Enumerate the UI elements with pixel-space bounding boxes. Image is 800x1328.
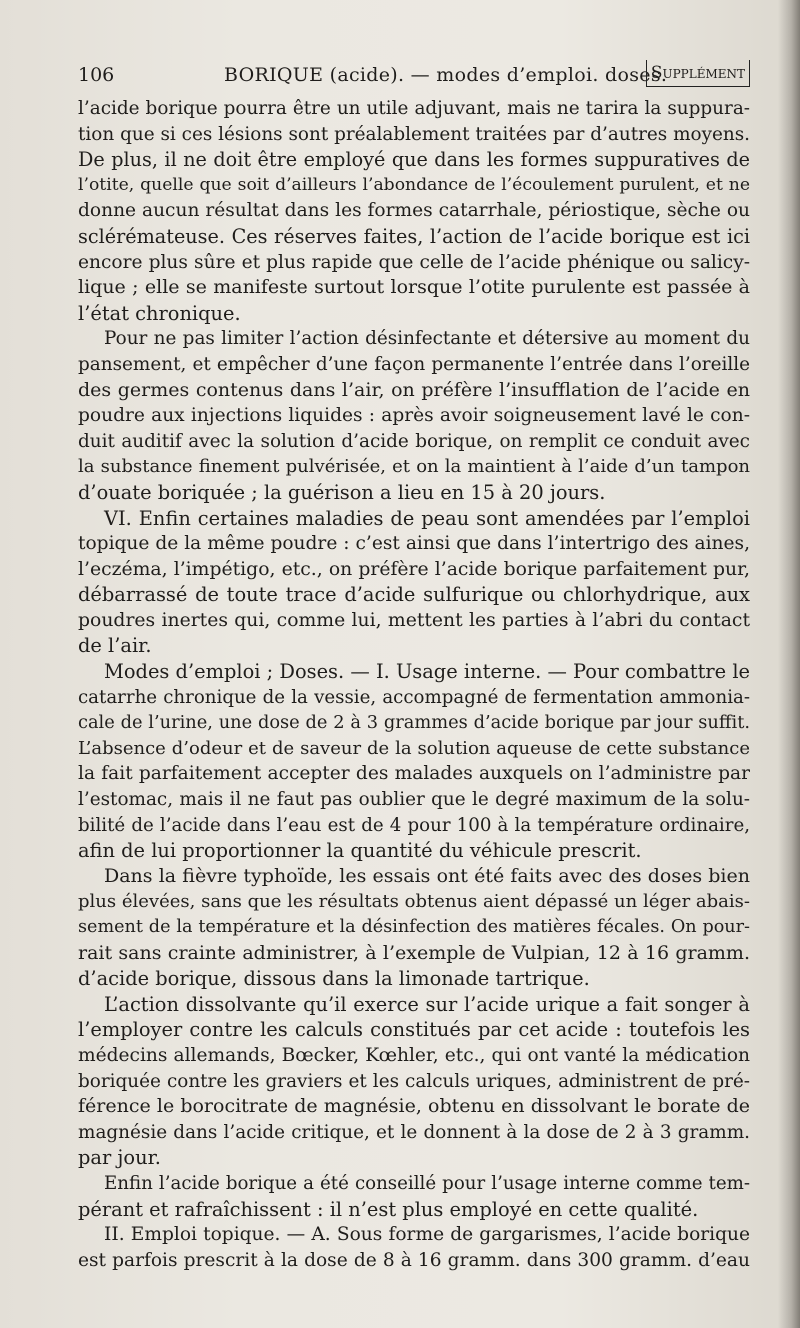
running-header — [78, 60, 750, 90]
text-line: II. Emploi topique. — A. Sous forme de gargarismes, l’acide borique — [104, 1224, 750, 1246]
text-line: duit auditif avec la solution d’acide borique, on remplit ce conduit avec — [78, 430, 750, 452]
text-line: l’acide borique pourra être un utile adjuvant, mais ne tarira la suppura- — [78, 98, 750, 119]
text-line: VI. Enfin certaines maladies de peau sont amendées par l’emploi — [104, 506, 750, 530]
text-line: cale de l’urine, une dose de 2 à 3 grammes d’acide borique par jour suffit. — [78, 712, 750, 734]
text-line: poudre aux injections liquides : après avoir soigneusement lavé le con- — [78, 405, 750, 427]
text-line: férence le borocitrate de magnésie, obtenu en dissolvant le borate de — [78, 1095, 750, 1118]
section-label: Supplément — [646, 60, 750, 87]
text-line: par jour. — [78, 1146, 161, 1170]
text-line: poudres inertes qui, comme lui, mettent les parties à l’abri du contact — [78, 609, 750, 631]
text-line: Pour ne pas limiter l’action désinfectante et détersive au moment du — [104, 328, 750, 350]
text-line: sement de la température et la désinfection des matières fécales. On pour- — [78, 917, 750, 937]
text-line: boriquée contre les graviers et les calculs uriques, administrent de pré- — [78, 1070, 750, 1092]
text-line: est parfois prescrit à la dose de 8 à 16 gramm. dans 300 gramm. d’eau — [78, 1249, 750, 1271]
text-line: Modes d’emploi ; Doses. — I. Usage interne. — Pour combattre le — [104, 660, 750, 684]
text-line: catarrhe chronique de la vessie, accompagné de fermentation ammonia- — [78, 686, 750, 708]
text-line: sclérémateuse. Ces réserves faites, l’action de l’acide borique est ici — [78, 224, 750, 248]
text-line: d’ouate boriquée ; la guérison a lieu en 15 à 20 jours. — [78, 480, 606, 504]
text-line: L’action dissolvante qu’il exerce sur l’acide urique a fait songer à — [104, 992, 750, 1016]
text-line: l’état chronique. — [78, 301, 241, 325]
running-title: BORIQUE (acide). — modes d’emploi. doses. — [224, 64, 668, 86]
page-edge-shadow — [778, 0, 800, 1328]
text-line: l’employer contre les calculs constitués par cet acide : toutefois les — [78, 1018, 750, 1042]
text-line: d’acide borique, dissous dans la limonade tartrique. — [78, 967, 590, 991]
text-line: encore plus sûre et plus rapide que celle de l’acide phénique ou salicy- — [78, 251, 750, 273]
text-line: la substance finement pulvérisée, et on la maintient à l’aide d’un tampon — [78, 456, 750, 478]
text-line: De plus, il ne doit être employé que dans les formes suppuratives de — [78, 148, 750, 172]
text-line: bilité de l’acide dans l’eau est de 4 pour 100 à la température ordinaire, — [78, 814, 750, 836]
text-line: magnésie dans l’acide critique, et le donnent à la dose de 2 à 3 gramm. — [78, 1121, 750, 1143]
text-line: l’eczéma, l’impétigo, etc., on préfère l’acide borique parfaitement pur, — [78, 558, 750, 580]
text-line: afin de lui proportionner la quantité du véhicule prescrit. — [78, 839, 642, 863]
text-line: plus élevées, sans que les résultats obtenus aient dépassé un léger abais- — [78, 891, 750, 913]
text-line: pérant et rafraîchissent : il n’est plus employé en cette qualité. — [78, 1197, 699, 1221]
body-text — [78, 96, 750, 1273]
text-line: médecins allemands, Bœcker, Kœhler, etc., qui ont vanté la médication — [78, 1044, 750, 1066]
text-line: rait sans crainte administrer, à l’exemple de Vulpian, 12 à 16 gramm. — [78, 941, 750, 964]
text-line: l’estomac, mais il ne faut pas oublier que le degré maximum de la solu- — [78, 789, 750, 811]
text-line: de l’air. — [78, 634, 152, 658]
text-line: pansement, et empêcher d’une façon permanente l’entrée dans l’oreille — [78, 353, 750, 375]
text-line: débarrassé de toute trace d’acide sulfurique ou chlorhydrique, aux — [78, 583, 750, 607]
text-line: lique ; elle se manifeste surtout lorsque l’otite purulente est passée à — [78, 276, 750, 299]
text-line: l’otite, quelle que soit d’ailleurs l’abondance de l’écoulement purulent, et ne — [78, 174, 750, 195]
text-line: Enfin l’acide borique a été conseillé pour l’usage interne comme tem- — [104, 1172, 750, 1194]
text-line: la fait parfaitement accepter des malades auxquels on l’administre par — [78, 763, 750, 785]
text-line: topique de la même poudre : c’est ainsi que dans l’intertrigo des aines, — [78, 533, 750, 555]
text-line: tion que si ces lésions sont préalablement traitées par d’autres moyens. — [78, 123, 750, 145]
text-line: L’absence d’odeur et de saveur de la solution aqueuse de cette substance — [78, 737, 750, 759]
text-line: des germes contenus dans l’air, on préfère l’insufflation de l’acide en — [78, 378, 750, 401]
text-line: Dans la fièvre typhoïde, les essais ont été faits avec des doses bien — [104, 864, 750, 887]
page-number: 106 — [78, 64, 115, 86]
text-line: donne aucun résultat dans les formes catarrhale, périostique, sèche ou — [78, 200, 750, 222]
